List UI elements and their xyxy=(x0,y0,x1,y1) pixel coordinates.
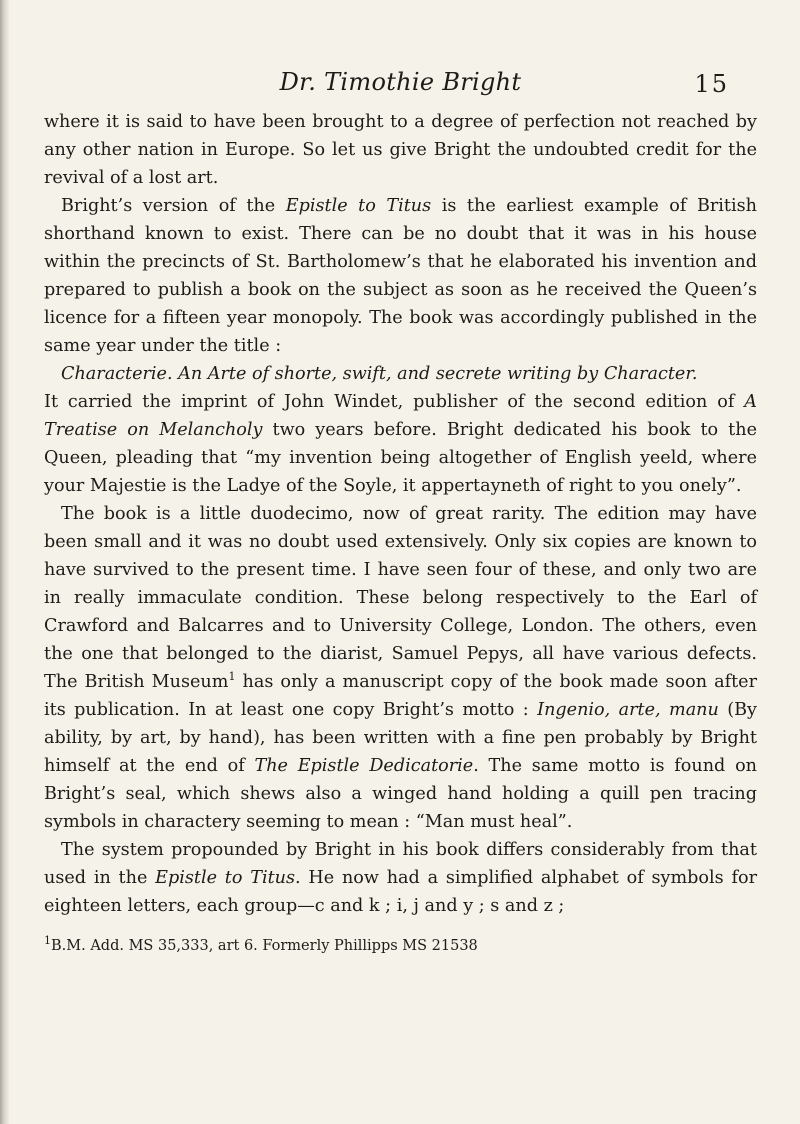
page-number: 15 xyxy=(694,70,729,98)
book-title-line xyxy=(44,360,757,388)
paragraph-5-text-a: The system propounded by Bright in his book differs considerably from that used in the xyxy=(44,840,757,888)
paragraph-4-text-a: The book is a little duodecimo, now of great rarity. The edition may have been small and it was no doubt used extensively. Only six copies are known to have survived to the present time. I have seen four of these, and only two are in really immaculate condition. These belong respectively to the Earl of Crawford and Balcarres and to University College, London. The others, even the one that belonged to the diarist, Samuel Pepys, all have various defects. The British Museum xyxy=(44,504,757,692)
paragraph-2-text-b: is the earliest example of British shorthand known to exist. There can be no doubt that it was in his house within the precincts of St. Bartholomew’s that he elaborated his invention and prepared to publish a book on the subject as soon as he received the Queen’s licence for a fifteen year monopoly. The book was accordingly published in the same year under the title : xyxy=(44,196,757,356)
paragraph-5-text-b: . He now had a simplified alphabet of symbols for eighteen letters, each group—c and k ; i, j and y ; s and z ; xyxy=(44,868,757,916)
paragraph-4-text-d: . The same motto is found on Bright’s seal, which shews also a winged hand holding a quill pen tracing symbols in charactery seeming to mean : “Man must heal”. xyxy=(44,756,757,832)
paragraph-4 xyxy=(44,500,757,836)
paragraph-2-italic: Epistle to Titus xyxy=(285,196,432,216)
book-page xyxy=(44,62,757,956)
paragraph-2 xyxy=(44,192,757,360)
paragraph-4-text-b: has only a manuscript copy of the book made soon after its publication. In at least one copy Bright’s motto : xyxy=(44,672,757,720)
footnote xyxy=(44,936,757,956)
body-text xyxy=(44,108,757,920)
paragraph-5-italic: Epistle to Titus xyxy=(155,868,296,888)
paragraph-4-italic: The Epistle Dedicatorie xyxy=(254,756,474,776)
page-edge-shadow xyxy=(0,0,10,1124)
running-head xyxy=(44,62,757,108)
paragraph-3-italic: A Treatise on Melancholy xyxy=(44,392,757,440)
running-head-title: Dr. Timothie Bright xyxy=(279,68,522,96)
book-title: Characterie. An Arte of shorte, swift, and secrete writing by Character. xyxy=(61,364,698,384)
paragraph-1: where it is said to have been brought to a degree of perfection not reached by any other nation in Europe. So let us give Bright the undoubted credit for the revival of a lost art. xyxy=(44,112,757,188)
footnote-text: B.M. Add. MS 35,333, art 6. Formerly Phillipps MS 21538 xyxy=(51,938,478,954)
footnote-reference: 1 xyxy=(228,670,236,684)
footnote-marker: 1 xyxy=(44,934,51,948)
paragraph-3-text-a: It carried the imprint of John Windet, publisher of the second edition of xyxy=(44,392,745,412)
paragraph-5 xyxy=(44,836,757,920)
motto: Ingenio, arte, manu xyxy=(537,700,719,720)
paragraph-4-text-c: (By ability, by art, by hand), has been written with a fine pen probably by Bright himself at the end of xyxy=(44,700,758,776)
paragraph-3-text-b: two years before. Bright dedicated his book to the Queen, pleading that “my invention being altogether of English yeeld, where your Majestie is the Ladye of the Soyle, it appertayneth of right to you onely”. xyxy=(44,420,757,496)
paragraph-3 xyxy=(44,388,757,500)
paragraph-2-text-a: Bright’s version of the xyxy=(61,196,286,216)
